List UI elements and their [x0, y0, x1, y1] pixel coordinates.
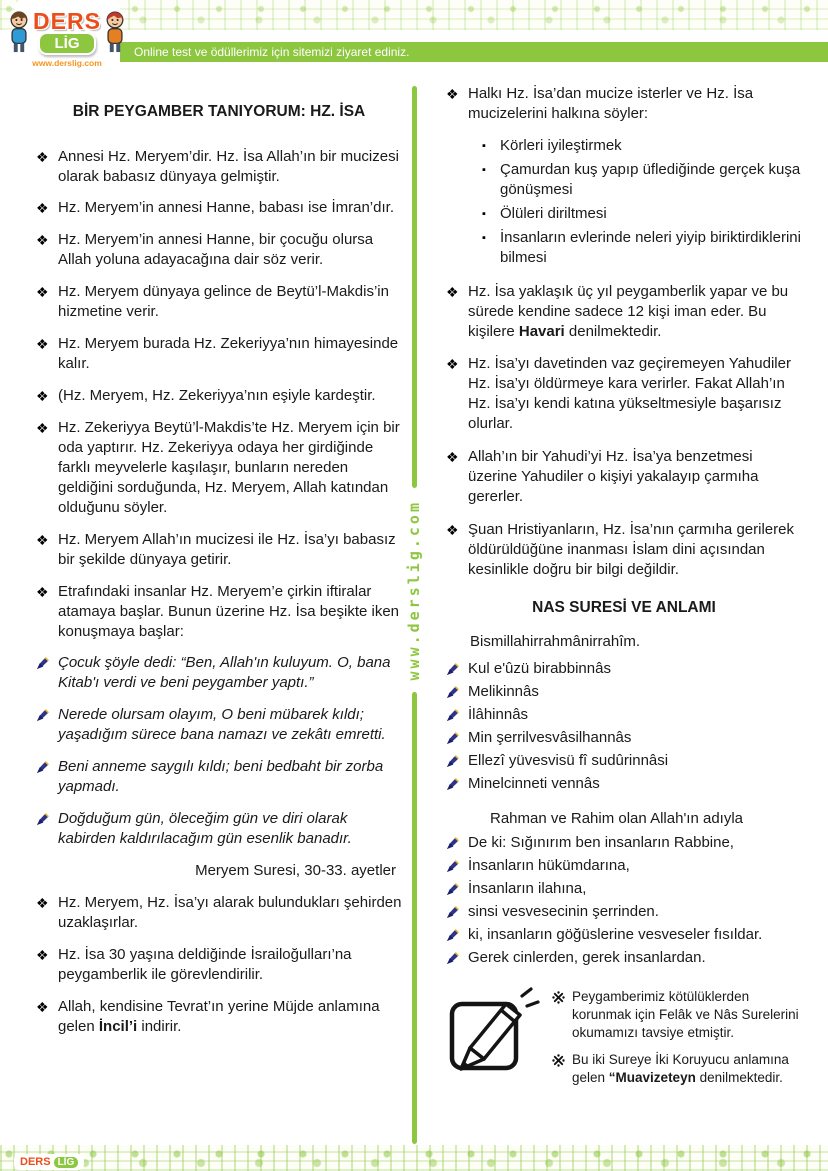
column-divider	[405, 86, 423, 1144]
diamond-bullet-icon: ❖	[36, 583, 49, 600]
list-item	[36, 334, 402, 374]
note-text: Bu iki Sureye İki Koruyucu anlamına gelen “Muavizeteyn denilmektedir.	[572, 1052, 789, 1086]
nas-title: NAS SURESİ VE ANLAMI	[532, 598, 716, 616]
diamond-bullet-icon: ❖	[446, 86, 459, 102]
arrow-bullet-icon	[446, 728, 468, 748]
arrow-bullet-icon	[36, 809, 58, 849]
diamond-bullet-icon: ❖	[36, 284, 49, 301]
verse-item	[446, 774, 802, 794]
list-item	[36, 997, 402, 1037]
note-list	[552, 984, 802, 1097]
meaning-item	[446, 948, 802, 968]
arrow-bullet-icon	[446, 774, 468, 794]
miracle-text: Ölüleri diriltmesi	[500, 204, 607, 222]
logo-text-lig: LİG	[38, 32, 96, 55]
list-item	[36, 530, 402, 570]
note-section	[446, 984, 802, 1097]
miracle-list	[482, 136, 802, 268]
quote-text: Çocuk şöyle dedi: “Ben, Allah'ın kuluyum. O, bana Kitab'ı verdi ve beni peygamber yaptı.”	[58, 654, 391, 692]
diamond-bullet-icon: ❖	[36, 998, 49, 1015]
verse-item	[446, 728, 802, 748]
bismillah-text: Bismillahirrahmânirrahîm.	[470, 633, 641, 651]
logo-url: www.derslig.com	[32, 58, 102, 68]
mascot-boy-icon	[6, 6, 32, 60]
list-item	[446, 84, 802, 124]
meaning-item	[446, 833, 802, 853]
miracle-item	[482, 204, 802, 224]
meaning-text: İnsanların hükümdarına,	[468, 856, 630, 874]
arrow-bullet-icon	[446, 705, 468, 725]
story-list-2	[36, 893, 402, 1037]
quote-item	[36, 705, 402, 745]
footer-logo-lig: LİG	[54, 1157, 79, 1168]
square-bullet-icon: ▪	[482, 207, 486, 220]
quote-text: Doğduğum gün, öleceğim gün ve diri olarak kabirden kaldırılacağım gün esenlik banadır.	[58, 810, 352, 848]
arrow-bullet-icon	[36, 705, 58, 745]
banner-bar	[118, 42, 828, 62]
diamond-bullet-icon: ❖	[36, 200, 49, 217]
arrow-bullet-icon	[446, 948, 468, 968]
note-text: Peygamberimiz kötülüklerden korunmak için Felâk ve Nâs Surelerini okumamızı tavsiye etmiştir.	[572, 988, 799, 1040]
arrow-bullet-icon	[446, 902, 468, 922]
miracle-item	[482, 160, 802, 200]
arrow-bullet-icon	[446, 879, 468, 899]
verse-item	[446, 705, 802, 725]
meaning-item	[446, 879, 802, 899]
miracle-text: Körleri iyileştirmek	[500, 136, 622, 154]
list-item-text: Şuan Hristiyanların, Hz. İsa’nın çarmıha gerilerek öldürüldüğüne inanması İslam dini açısından kesinlikle doğru bir bilgi değildir.	[468, 521, 794, 578]
verse-text: Ellezî yüvesvisü fî sudûrinnâsi	[468, 752, 669, 770]
story-list-right	[446, 282, 802, 580]
mascot-girl-icon	[102, 6, 128, 60]
list-item	[36, 386, 402, 406]
miracle-text: Çamurdan kuş yapıp üflediğinde gerçek kuşa gönüşmesi	[500, 160, 801, 198]
rahman-line: Rahman ve Rahim olan Allah'ın adıyla	[490, 809, 744, 827]
square-bullet-icon: ▪	[482, 139, 486, 152]
quote-item	[36, 653, 402, 693]
list-item-text: Hz. İsa’yı davetinden vaz geçiremeyen Yahudiler Hz. İsa’yı öldürmeye kara verirler. Fakat Allah’ın Hz. İsa’yı kendi katına yükseltmesiyle başarısız olurlar.	[468, 355, 791, 433]
list-item-text: Allah, kendisine Tevrat’ın yerine Müjde anlamına gelen İncil’i indirir.	[58, 997, 380, 1035]
meaning-text: De ki: Sığınırım ben insanların Rabbine,	[468, 833, 734, 851]
list-item	[446, 282, 802, 342]
diamond-bullet-icon: ❖	[36, 148, 49, 165]
footer-logo-ders: DERS	[20, 1156, 51, 1168]
diamond-bullet-icon: ❖	[36, 336, 49, 353]
footer-mini-logo	[14, 1154, 84, 1170]
arrow-bullet-icon	[446, 751, 468, 771]
story-list	[36, 147, 402, 642]
list-item-text: Etrafındaki insanlar Hz. Meryem’e çirkin iftiralar atamaya başlar. Bunun üzerine Hz. İsa beşikte iken konuşmaya başlar:	[58, 582, 400, 640]
list-item-text: Hz. Zekeriyya Beytü’l-Makdis’te Hz. Meryem için bir oda yaptırır. Hz. Zekeriyya odaya her girdiğinde farklı meyvelerle kaşılaşır, bunların nereden geldiğini sorduğunda, Hz. Meryem, Allah katından olduğunu söyler.	[58, 419, 400, 516]
miracle-intro-list	[446, 84, 802, 124]
arrow-bullet-icon	[446, 833, 468, 853]
meaning-text: Gerek cinlerden, gerek insanlardan.	[468, 948, 706, 966]
quote-text: Beni anneme saygılı kıldı; beni bedbaht bir zorba yapmadı.	[58, 758, 384, 796]
divider-line-bottom	[412, 692, 417, 1144]
note-item	[552, 1051, 802, 1087]
diamond-bullet-icon: ❖	[446, 283, 459, 300]
verse-text: Minelcinneti vennâs	[468, 775, 600, 793]
quote-source: Meryem Suresi, 30-33. ayetler	[195, 861, 396, 879]
list-item-text: Hz. Meryem Allah’ın mucizesi ile Hz. İsa’yı babasız bir şekilde dünyaya getirir.	[58, 530, 396, 568]
verse-item	[446, 751, 802, 771]
divider-line-top	[412, 86, 417, 488]
meaning-text: sinsi vesvesecinin şerrinden.	[468, 902, 659, 920]
miracle-item	[482, 136, 802, 156]
vertical-site-url: www.derslig.com	[405, 500, 423, 681]
list-item-text: Hz. Meryem’in annesi Hanne, babası ise İmran’dır.	[58, 199, 394, 217]
diamond-bullet-icon: ❖	[36, 420, 49, 437]
nas-verse-list	[446, 659, 802, 794]
list-item	[446, 354, 802, 434]
note-item	[552, 988, 802, 1043]
meaning-item	[446, 925, 802, 945]
verse-text: İlâhinnâs	[468, 706, 529, 724]
quote-item	[36, 809, 402, 849]
list-item	[36, 893, 402, 933]
diamond-bullet-icon: ❖	[446, 356, 459, 373]
meaning-item	[446, 856, 802, 876]
left-column	[36, 88, 402, 1049]
verse-item	[446, 659, 802, 679]
quote-item	[36, 757, 402, 797]
list-item	[36, 582, 402, 642]
list-item	[446, 520, 802, 580]
arrow-bullet-icon	[36, 653, 58, 693]
arrow-bullet-icon	[446, 682, 468, 702]
list-item-text: Hz. Meryem dünyaya gelince de Beytü’l-Makdis’in hizmetine verir.	[58, 283, 389, 321]
miracle-item	[482, 228, 802, 268]
diamond-bullet-icon: ❖	[36, 946, 49, 963]
meaning-item	[446, 902, 802, 922]
diamond-bullet-icon: ❖	[36, 531, 49, 548]
list-item	[36, 418, 402, 518]
logo-text-ders: DERS	[33, 8, 101, 34]
list-item-text: Hz. Meryem burada Hz. Zekeriyya’nın himayesinde kalır.	[58, 335, 399, 373]
diamond-bullet-icon: ❖	[446, 449, 459, 466]
list-item	[36, 230, 402, 270]
diamond-bullet-icon: ❖	[36, 388, 49, 405]
sparkle-bullet-icon	[552, 1051, 572, 1087]
list-item	[36, 198, 402, 218]
right-column	[446, 84, 802, 1097]
derslig-logo	[14, 0, 120, 86]
verse-text: Min şerrilvesvâsilhannâs	[468, 729, 632, 747]
diamond-bullet-icon: ❖	[36, 232, 49, 249]
quote-list	[36, 653, 402, 849]
miracle-text: İnsanların evlerinde neleri yiyip biriktirdiklerini bilmesi	[500, 228, 801, 266]
meaning-text: ki, insanların göğüslerine vesveseler fısıldar.	[468, 925, 763, 943]
banner-text: Online test ve ödüllerimiz için sitemizi ziyaret ediniz.	[134, 45, 410, 59]
list-item-text: Hz. İsa yaklaşık üç yıl peygamberlik yapar ve bu sürede kendine sadece 12 kişi iman eder. Bu kişilere Havari denilmektedir.	[468, 282, 789, 340]
quote-text: Nerede olursam olayım, O beni mübarek kıldı; yaşadığım sürece bana namazı ve zekâtı emretti.	[58, 706, 386, 744]
square-bullet-icon: ▪	[482, 231, 486, 244]
list-item	[446, 447, 802, 507]
square-bullet-icon: ▪	[482, 163, 486, 176]
list-item-text: Hz. Meryem, Hz. İsa’yı alarak bulundukları şehirden uzaklaşırlar.	[58, 893, 402, 931]
list-item-text: (Hz. Meryem, Hz. Zekeriyya’nın eşiyle kardeştir.	[58, 387, 376, 405]
nas-meaning-list	[446, 833, 802, 968]
list-item-text: Halkı Hz. İsa’dan mucize isterler ve Hz. İsa mucizelerini halkına söyler:	[468, 85, 754, 122]
diamond-bullet-icon: ❖	[446, 522, 459, 538]
list-item	[36, 147, 402, 187]
arrow-bullet-icon	[446, 925, 468, 945]
list-item	[36, 945, 402, 985]
diamond-bullet-icon: ❖	[36, 894, 49, 911]
pencil-note-icon	[446, 984, 544, 1097]
list-item-text: Hz. İsa 30 yaşına deldiğinde İsrailoğulları’na peygamberlik ile görevlendirilir.	[58, 945, 352, 983]
verse-text: Kul e'ûzü birabbinnâs	[468, 660, 611, 678]
left-title: BİR PEYGAMBER TANIYORUM: HZ. İSA	[72, 103, 366, 120]
arrow-bullet-icon	[446, 856, 468, 876]
list-item-text: Allah’ın bir Yahudi’yi Hz. İsa’ya benzetmesi üzerine Yahudiler o kişiyi yakalayıp çarmıha gererler.	[468, 448, 759, 506]
list-item-text: Hz. Meryem’in annesi Hanne, bir çocuğu olursa Allah yoluna adayacağına dair söz verir.	[58, 231, 374, 269]
arrow-bullet-icon	[446, 659, 468, 679]
verse-item	[446, 682, 802, 702]
arrow-bullet-icon	[36, 757, 58, 797]
list-item	[36, 282, 402, 322]
list-item-text: Annesi Hz. Meryem’dir. Hz. İsa Allah’ın bir mucizesi olarak babasız dünyaya gelmiştir.	[58, 147, 399, 185]
sparkle-bullet-icon	[552, 988, 572, 1043]
verse-text: Melikinnâs	[468, 683, 539, 701]
bottom-decorative-border	[0, 1145, 828, 1171]
meaning-text: İnsanların ilahına,	[468, 879, 587, 897]
